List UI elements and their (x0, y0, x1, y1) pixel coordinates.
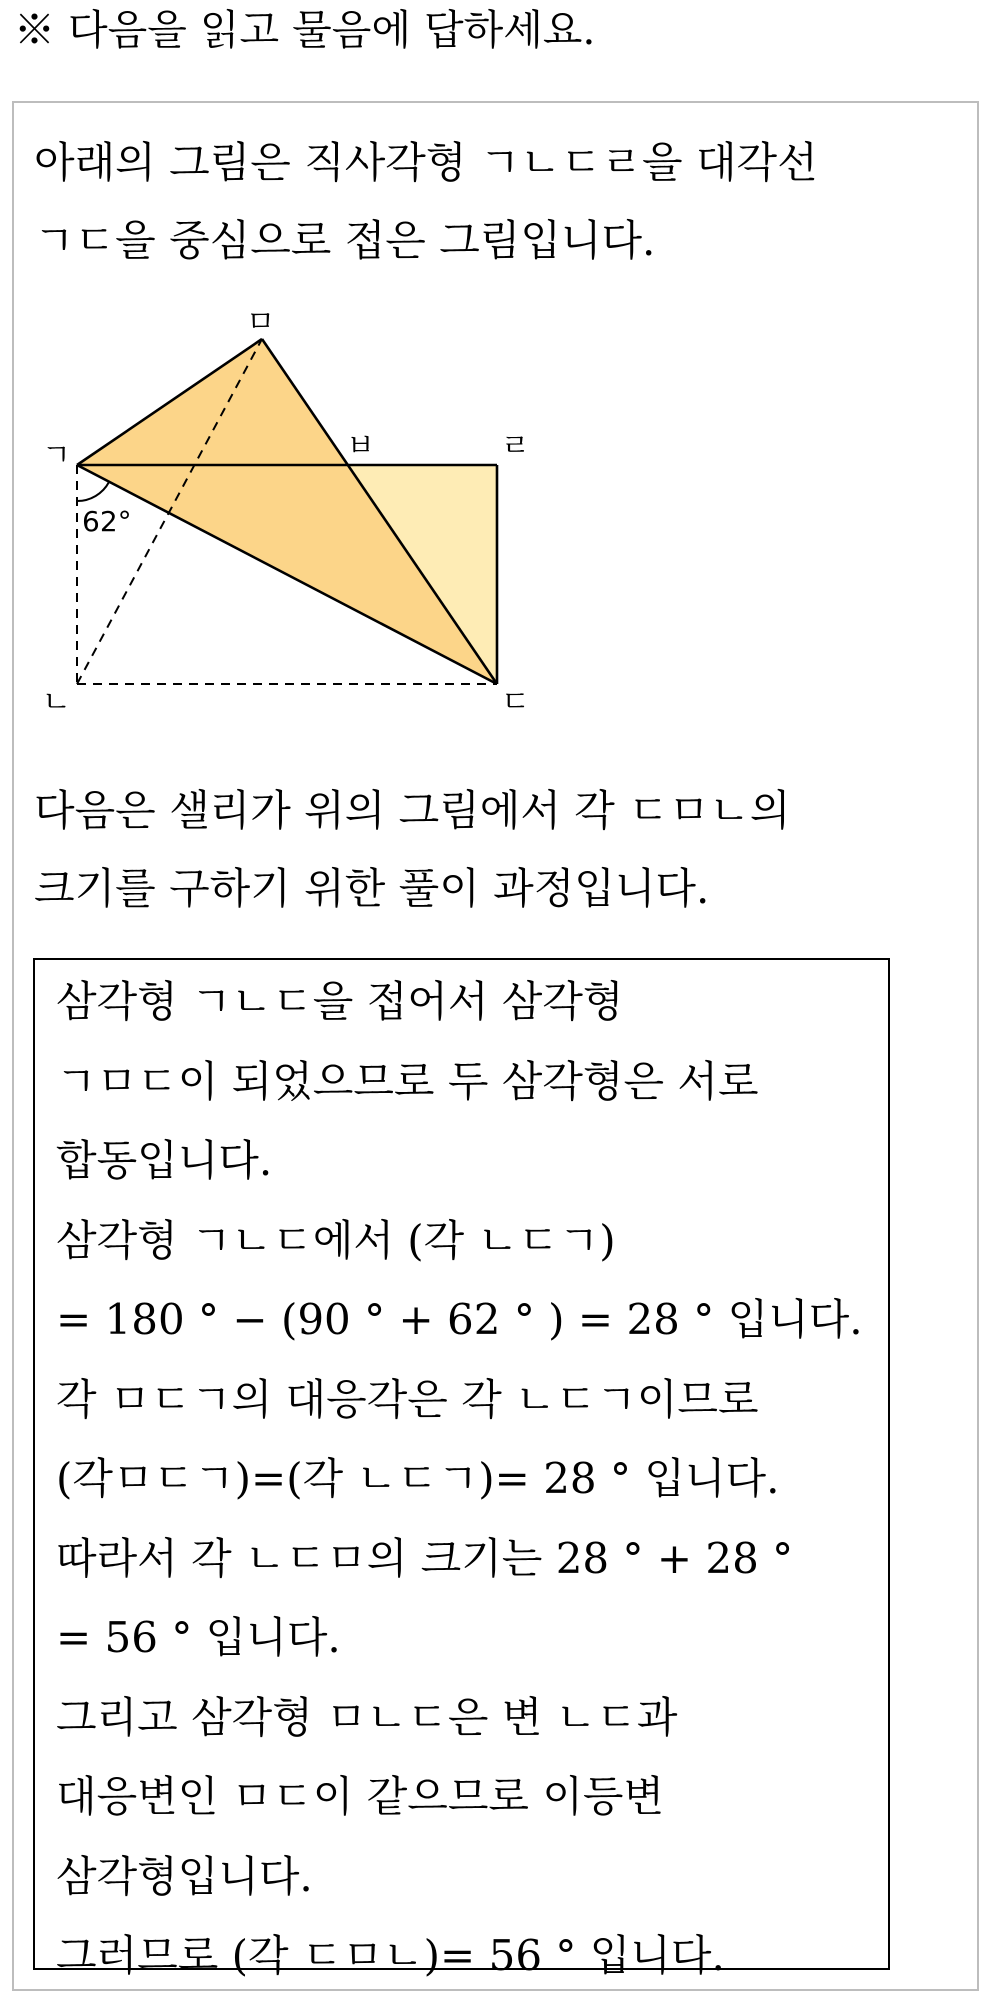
question-text (34, 772, 790, 928)
vertex-label-e: ㅁ (246, 305, 275, 340)
solution-line: 삼각형 ㄱㄴㄷ을 접어서 삼각형 (56, 977, 624, 1026)
intro-line: ㄱㄷ을 중심으로 접은 그림입니다. (34, 216, 656, 265)
vertex-label-f: ㅂ (346, 429, 375, 464)
solution-steps (56, 962, 863, 1996)
question-line: 다음은 샐리가 위의 그림에서 각 ㄷㅁㄴ의 (34, 786, 791, 835)
vertex-label-d: ㄹ (501, 429, 530, 464)
vertex-label-c: ㄷ (501, 685, 530, 720)
solution-line: 합동입니다. (56, 1136, 273, 1185)
solution-line: 대응변인 ㅁㄷ이 같으므로 이등변 (56, 1772, 665, 1821)
intro-line: 아래의 그림은 직사각형 ㄱㄴㄷㄹ을 대각선 (34, 138, 818, 187)
solution-line: 그러므로 (각 ㄷㅁㄴ)= 56 ° 입니다. (56, 1931, 725, 1980)
solution-line: 각 ㅁㄷㄱ의 대응각은 각 ㄴㄷㄱ이므로 (56, 1374, 759, 1424)
angle-arc (77, 482, 109, 501)
solution-line: ㄱㅁㄷ이 되었으므로 두 삼각형은 서로 (56, 1056, 759, 1106)
solution-line: = 180 ° − (90 ° + 62 ° ) = 28 ° 입니다. (56, 1295, 863, 1344)
solution-line: = 56 ° 입니다. (56, 1613, 341, 1662)
solution-line: 삼각형입니다. (56, 1851, 313, 1901)
vertex-label-a: ㄱ (42, 438, 71, 473)
solution-line: 따라서 각 ㄴㄷㅁ의 크기는 28 ° + 28 ° (56, 1533, 794, 1583)
vertex-label-b: ㄴ (42, 685, 71, 720)
instruction-text: ※ 다음을 읽고 물음에 답하세요. (14, 6, 596, 54)
angle-label: 62° (82, 505, 132, 538)
question-line: 크기를 구하기 위한 풀이 과정입니다. (34, 864, 710, 913)
folded-rectangle-figure (30, 300, 550, 730)
solution-line: (각ㅁㄷㄱ)=(각 ㄴㄷㄱ)= 28 ° 입니다. (56, 1454, 780, 1503)
solution-line: 삼각형 ㄱㄴㄷ에서 (각 ㄴㄷㄱ) (56, 1215, 616, 1265)
problem-intro (34, 124, 818, 280)
solution-line: 그리고 삼각형 ㅁㄴㄷ은 변 ㄴㄷ과 (56, 1692, 678, 1742)
